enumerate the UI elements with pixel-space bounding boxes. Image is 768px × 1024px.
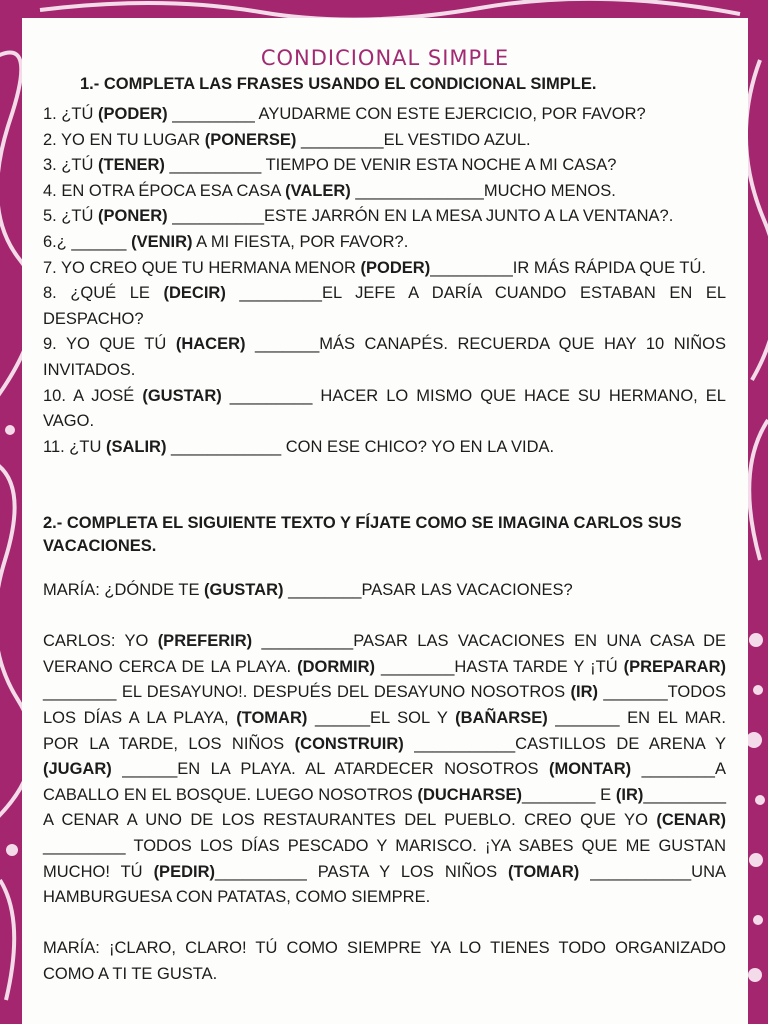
worksheet-page [22,18,748,1024]
dialogue-text: __________ PASTA Y LOS NIÑOS [214,862,509,881]
exercise-sentence [43,230,726,256]
dialogue-text: ________ EL DESAYUNO!. DESPUÉS DEL DESAYUNO NOSOTROS [43,683,571,702]
sentence-text: _________ HACER LO MISMO QUE HACE SU HERMANO, EL VAGO. [43,386,726,431]
dialogue-text: ______EN LA PLAYA. AL ATARDECER NOSOTROS [111,760,549,779]
dialogue-text: ________HASTA TARDE Y ¡TÚ [375,657,624,676]
dialogue-text: ________A CABALLO EN EL BOSQUE. LUEGO NOSOTROS [43,760,726,804]
sentence-text: __________ESTE JARRÓN EN LA MESA JUNTO A LA VENTANA?. [167,207,674,226]
sentence-text: _________EL JEFE A DARÍA CUANDO ESTABAN EN EL DESPACHO? [43,284,727,328]
dialogue-paragraph [43,578,726,604]
dialogue-text: _________ A CENAR A UNO DE LOS RESTAURANTES DEL PUEBLO. CREO QUE YO [43,785,726,830]
verb-prompt: (VALER) [285,181,351,200]
dialogue-text: MARÍA: ¿DÓNDE TE [43,581,205,599]
section-1-heading: 1.- COMPLETA LAS FRASES USANDO EL CONDICIONAL SIMPLE. [80,75,597,93]
dialogue-paragraph [43,936,726,987]
dialogue-text: CARLOS: YO [43,632,158,651]
dialogue-text: _______TODOS LOS DÍAS A LA PLAYA, [43,683,726,727]
sentence-text: _________EL VESTIDO AZUL. [296,130,531,149]
verb-prompt: (TOMAR) [508,862,580,881]
exercise-sentence [43,384,726,435]
verb-prompt: (GUSTAR) [142,386,222,405]
exercise-sentence [43,204,726,230]
verb-prompt: (PONERSE) [204,130,297,149]
exercise-sentence [43,435,726,461]
paragraph-gap [43,911,726,937]
verb-prompt: (JUGAR) [43,760,112,779]
verb-prompt: (PONER) [98,207,168,226]
sentence-text: 6.¿ ______ [43,232,132,251]
paragraph-gap [43,604,726,630]
verb-prompt: (PODER) [98,105,168,123]
verb-prompt: (DECIR) [163,284,226,303]
sentence-text: 5. ¿TÚ [43,207,99,226]
section-1-exercise-list [43,102,726,460]
exercise-sentence [43,281,726,332]
sentence-text: ______________MUCHO MENOS. [350,181,616,200]
sentence-text: ____________ CON ESE CHICO? YO EN LA VIDA. [166,437,555,456]
verb-prompt: (MONTAR) [548,760,632,779]
verb-prompt: (PODER) [360,258,431,277]
sentence-text: 11. ¿TU [43,437,106,456]
exercise-sentence [43,153,726,179]
sentence-text: A MI FIESTA, POR FAVOR?. [192,232,409,251]
section-2-heading: 2.- COMPLETA EL SIGUIENTE TEXTO Y FÍJATE COMO SE IMAGINA CARLOS SUS VACACIONES. [43,514,682,555]
sentence-text: 8. ¿QUÉ LE [43,284,164,303]
dialogue-text: ___________UNA HAMBURGUESA CON PATATAS, COMO SIEMPRE. [43,862,726,907]
sentence-text: _______MÁS CANAPÉS. RECUERDA QUE HAY 10 NIÑOS INVITADOS. [43,335,726,379]
sentence-text: 2. YO EN TU LUGAR [43,130,205,149]
sentence-text: 4. EN OTRA ÉPOCA ESA CASA [43,181,286,200]
verb-prompt: (CENAR) [656,811,726,830]
sentence-text: __________ TIEMPO DE VENIR ESTA NOCHE A MI CASA? [164,156,617,175]
sentence-text: _________ AYUDARME CON ESTE EJERCICIO, POR FAVOR? [167,105,646,123]
exercise-sentence [43,179,726,205]
exercise-sentence [43,128,726,154]
verb-prompt: (CONSTRUIR) [294,734,404,753]
verb-prompt: (HACER) [175,335,246,354]
page-title: CONDICIONAL SIMPLE [260,46,510,70]
verb-prompt: (IR) [570,683,598,702]
exercise-sentence [43,332,726,383]
dialogue-text: __________PASAR LAS VACACIONES EN UNA CASA DE VERANO CERCA DE LA PLAYA. [43,632,726,676]
verb-prompt: (PREPARAR) [623,657,726,676]
sentence-text: _________IR MÁS RÁPIDA QUE TÚ. [430,258,706,277]
verb-prompt: (IR) [615,785,644,804]
dialogue-text: MARÍA: ¡CLARO, CLARO! TÚ COMO SIEMPRE YA LO TIENES TODO ORGANIZADO COMO A TI TE GUSTA. [43,939,726,983]
dialogue-text: ________ E [521,785,616,804]
verb-prompt: (BAÑARSE) [455,708,548,727]
verb-prompt: (GUSTAR) [204,581,284,599]
dialogue-text: _________ TODOS LOS DÍAS PESCADO Y MARISCO. ¡YA SABES QUE ME GUSTAN MUCHO! TÚ [43,836,726,881]
dialogue-text: _______ EN EL MAR. POR LA TARDE, LOS NIÑOS [43,708,726,753]
dialogue-paragraph [43,629,726,911]
verb-prompt: (TENER) [98,156,165,175]
exercise-sentence [43,102,726,128]
verb-prompt: (SALIR) [105,437,167,456]
sentence-text: 9. YO QUE TÚ [43,335,176,354]
verb-prompt: (TOMAR) [236,708,308,727]
exercise-sentence [43,256,726,282]
dialogue-text: ___________CASTILLOS DE ARENA Y [403,734,727,753]
verb-prompt: (PREFERIR) [157,632,253,651]
sentence-text: 3. ¿TÚ [43,156,99,175]
sentence-text: 10. A JOSÉ [43,386,143,405]
verb-prompt: (VENIR) [131,232,193,251]
dialogue-text: ______EL SOL Y [307,708,456,727]
sentence-text: 7. YO CREO QUE TU HERMANA MENOR [43,258,361,277]
verb-prompt: (DUCHARSE) [417,785,522,804]
verb-prompt: (DORMIR) [297,657,375,676]
sentence-text: 1. ¿TÚ [43,105,99,123]
section-2-dialogue [43,578,726,988]
verb-prompt: (PEDIR) [153,862,215,881]
dialogue-text: ________PASAR LAS VACACIONES? [283,581,573,599]
